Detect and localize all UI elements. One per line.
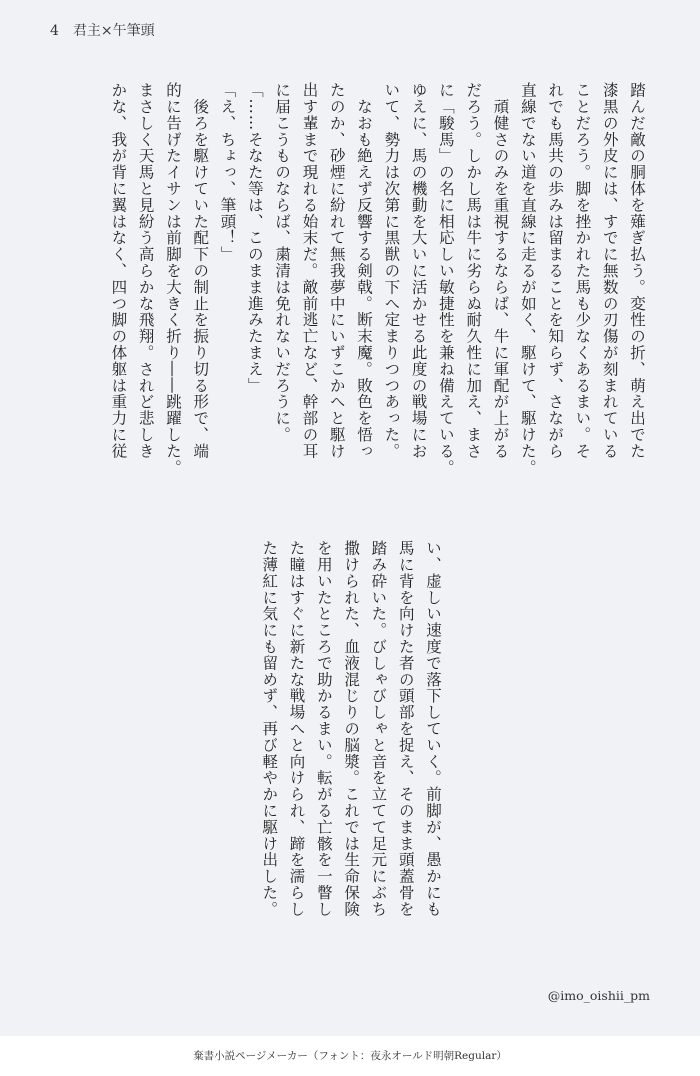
text-line: た瞳はすぐに新たな戦場へと向けられ、蹄を濡らし [287,540,306,918]
dialogue-line: 「え、ちょっ、筆頭！」 [218,82,237,263]
page-header [50,20,155,40]
text-line: た薄紅に気にも留めず、再び軽やかに駆け出した。 [260,540,279,918]
text-line: 出す輩まで現れる始末だ。敵前逃亡など、幹部の耳 [300,82,319,460]
text-line: 踏み砕いた。びしゃびしゃと音を立てて足元にぶち [369,540,388,918]
text-line: れでも馬共の歩みは留まることを知らず、さながら [546,82,565,460]
text-line: まさしく天馬と見紛う高らかな飛翔。されど悲しき [136,82,155,460]
text-line: いて、勢力は次第に黒獣の下へ定まりつつあった。 [382,82,401,460]
work-title: 君主×午筆頭 [72,23,155,39]
text-line: 的に告げたイサンは前脚を大きく折り――跳躍した。 [163,82,182,476]
text-line: 頑健さのみを重視するならば、牛に軍配が上がる [491,82,510,460]
text-line: を用いたところで助かるまい。転がる亡骸を一瞥し [314,540,333,918]
text-line: に届こうものならば、粛清は免れないだろうに。 [273,82,292,443]
text-line: ことだろう。脚を挫かれた馬も少なくあるまい。そ [573,82,592,460]
text-line: ゆえに、馬の機動を大いに活かせる此度の戦場にお [409,82,428,460]
maker-credit: 棄書小説ページメーカー（フォント：夜永オールド明朝Regular） [193,1050,507,1062]
dialogue-line: 「……そなた等は、このまま進みたまえ」 [245,82,264,394]
text-line: い、虚しい速度で落下していく。前脚が、愚かにも [424,540,442,918]
text-line: なおも絶えず反響する剣戟。断末魔。敗色を悟っ [355,82,374,460]
upper-text-block [104,82,650,506]
page-number: 4 [50,23,59,39]
author-handle: @imo_oishii_pm [547,988,650,1003]
text-line: 直線でない道を直線に走るが如く、駆けて、駆けた。 [518,82,537,476]
text-line: 漆黒の外皮には、すでに無数の刃傷が刻まれている [600,82,619,460]
text-line: 馬に背を向けた者の頭部を捉え、そのまま頭蓋骨を [396,540,415,918]
text-line: だろう。しかし馬は牛に劣らぬ耐久性に加え、まさ [464,82,483,460]
text-line: 撒けられた、血液混じりの脳漿。これでは生命保険 [342,540,361,918]
text-line: 後ろを駆けていた配下の制止を振り切る形で、端 [191,82,210,460]
text-line: 踏んだ敵の胴体を薙ぎ払う。変性の折、萌え出でた [628,82,646,460]
text-line: に「駿馬」の名に相応しい敏捷性を兼ね備えている。 [436,82,455,476]
text-line: かな、我が背に翼はなく、四つ脚の体躯は重力に従 [109,82,128,460]
text-line: たのか、砂煙に紛れて無我夢中にいずこかへと駆け [327,82,346,460]
lower-text-block [255,540,446,940]
